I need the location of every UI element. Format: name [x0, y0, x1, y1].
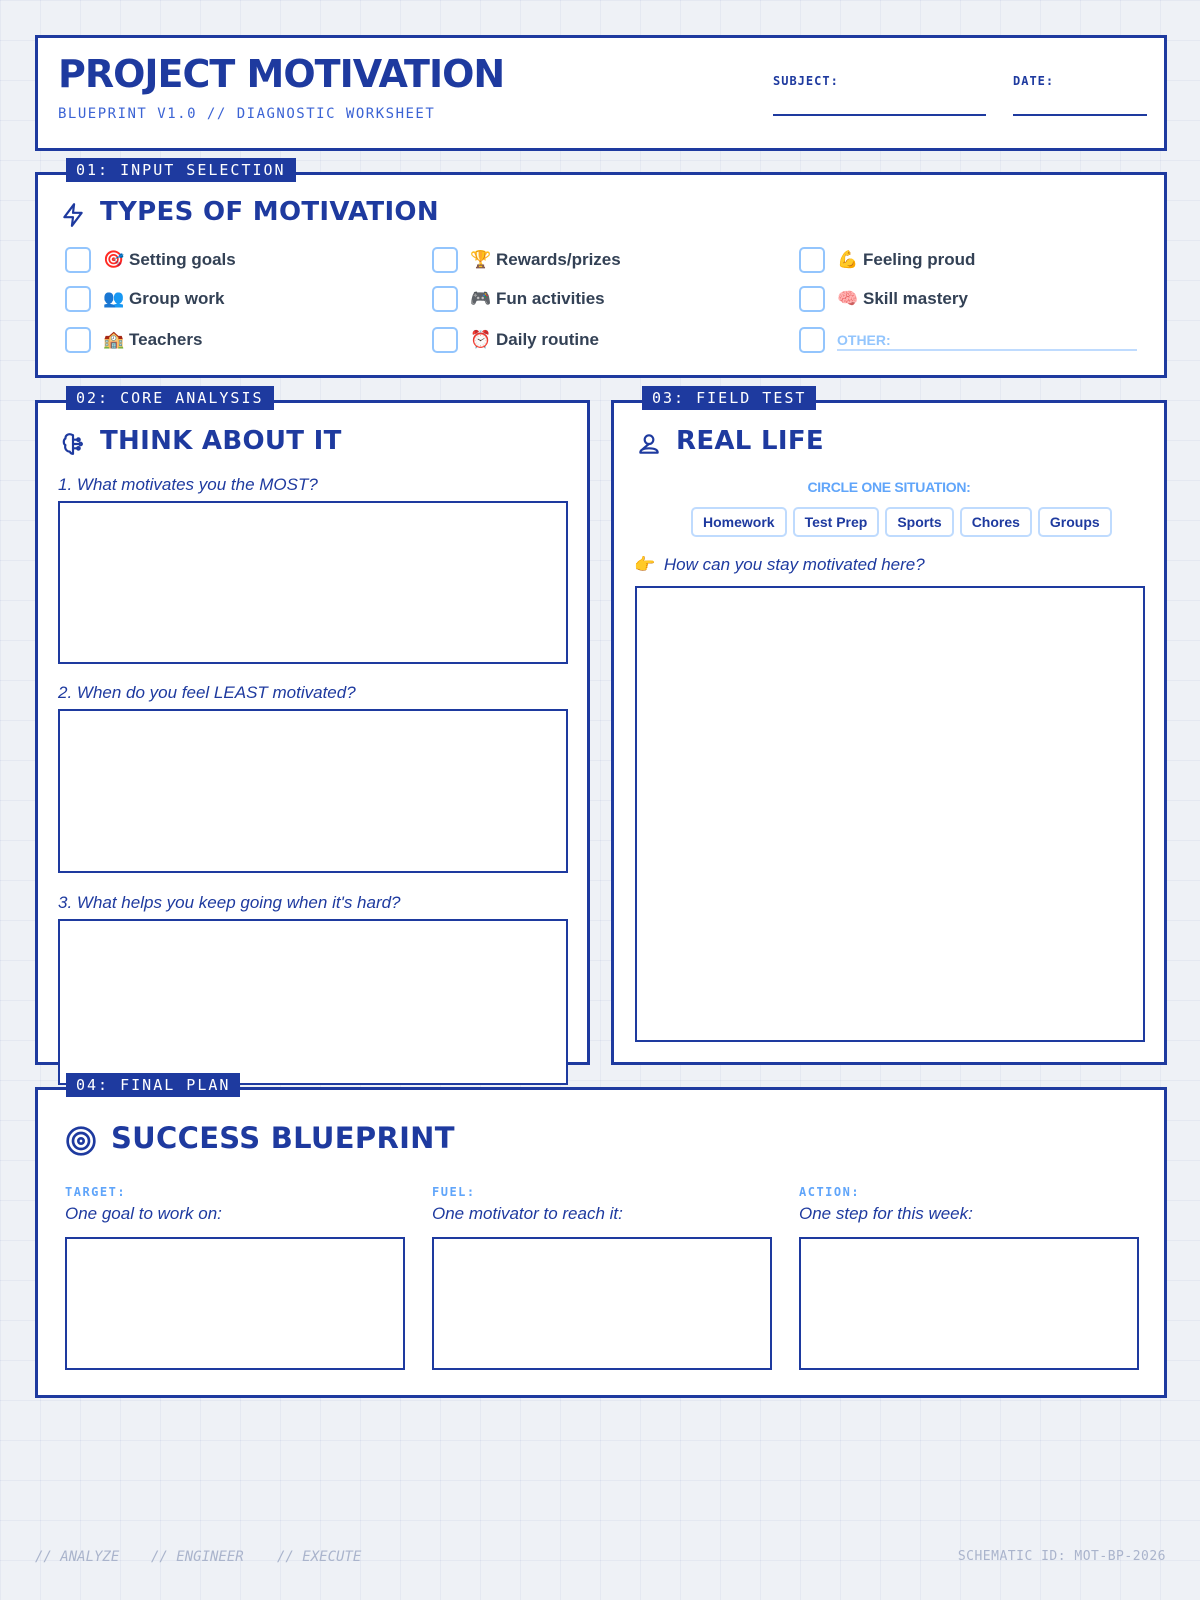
checkbox-group-work[interactable]: [65, 284, 224, 314]
option-label: Rewards/prizes: [496, 250, 621, 269]
action-answer-box[interactable]: [799, 1237, 1139, 1370]
answer-box-3[interactable]: [58, 919, 568, 1085]
question-2: 2. When do you feel LEAST motivated?: [58, 683, 356, 702]
chip-groups[interactable]: Groups: [1038, 507, 1112, 537]
action-prompt: One step for this week:: [799, 1204, 973, 1223]
final-plan-panel: [35, 1076, 1167, 1398]
core-analysis-panel: [35, 389, 590, 1065]
section-title-think: THINK ABOUT IT: [100, 426, 342, 456]
date-field[interactable]: [1013, 114, 1147, 116]
question-1: 1. What motivates you the MOST?: [58, 475, 318, 494]
circle-situation-label: CIRCLE ONE SITUATION:: [807, 479, 971, 495]
target-emoji-icon: 🎯: [103, 250, 125, 270]
flexed-arm-emoji-icon: 💪: [837, 250, 859, 270]
checkbox-rewards[interactable]: [432, 245, 621, 275]
checkbox-feeling-proud[interactable]: [799, 245, 975, 275]
date-label: DATE:: [1013, 74, 1055, 88]
checkbox-box[interactable]: [432, 286, 458, 312]
checkbox-box[interactable]: [65, 286, 91, 312]
target-icon: [65, 1125, 97, 1157]
option-label: Teachers: [129, 330, 203, 349]
checkbox-skill-mastery[interactable]: [799, 284, 968, 314]
game-controller-emoji-icon: 🎮: [470, 289, 492, 309]
real-life-answer-box[interactable]: [635, 586, 1145, 1042]
fuel-answer-box[interactable]: [432, 1237, 772, 1370]
answer-box-2[interactable]: [58, 709, 568, 873]
school-emoji-icon: 🏫: [103, 330, 125, 350]
chip-test-prep[interactable]: Test Prep: [793, 507, 880, 537]
section-title-success: SUCCESS BLUEPRINT: [111, 1121, 455, 1155]
alarm-clock-emoji-icon: ⏰: [470, 330, 492, 350]
situation-chips: [691, 507, 1111, 537]
checkbox-setting-goals[interactable]: [65, 245, 236, 275]
option-label: Feeling proud: [863, 250, 976, 269]
fuel-label: FUEL:: [432, 1185, 476, 1199]
other-label: OTHER:: [837, 332, 891, 348]
footer-step-analyze: // ANALYZE: [35, 1549, 120, 1565]
header-panel: [35, 35, 1167, 151]
footer-step-execute: // EXECUTE: [277, 1549, 362, 1565]
lightning-icon: [60, 202, 86, 228]
chip-chores[interactable]: Chores: [960, 507, 1032, 537]
schematic-id: SCHEMATIC ID: MOT-BP-2026: [957, 1549, 1166, 1564]
checkbox-teachers[interactable]: [65, 325, 202, 355]
location-person-icon: [636, 431, 662, 457]
chip-homework[interactable]: Homework: [691, 507, 787, 537]
trophy-emoji-icon: 🏆: [470, 250, 492, 270]
option-label: Group work: [129, 289, 225, 308]
brain-icon: [60, 431, 86, 457]
checkbox-box[interactable]: [799, 247, 825, 273]
target-label: TARGET:: [65, 1185, 127, 1199]
section-title-real-life: REAL LIFE: [676, 426, 824, 456]
answer-box-1[interactable]: [58, 501, 568, 664]
checkbox-fun-activities[interactable]: [432, 284, 605, 314]
page-title: PROJECT MOTIVATION: [58, 52, 505, 96]
section-tag-input-selection: 01: INPUT SELECTION: [66, 158, 296, 182]
section-tag-field-test: 03: FIELD TEST: [642, 386, 816, 410]
chip-sports[interactable]: Sports: [885, 507, 953, 537]
action-label: ACTION:: [799, 1185, 861, 1199]
brain-emoji-icon: 🧠: [837, 289, 859, 309]
checkbox-box[interactable]: [432, 327, 458, 353]
subject-label: SUBJECT:: [773, 74, 839, 88]
option-label: Fun activities: [496, 289, 605, 308]
option-label: Setting goals: [129, 250, 236, 269]
question-3: 3. What helps you keep going when it's hard?: [58, 893, 401, 912]
option-label: Daily routine: [496, 330, 599, 349]
checkbox-box[interactable]: [65, 327, 91, 353]
checkbox-daily-routine[interactable]: [432, 325, 599, 355]
section-tag-final-plan: 04: FINAL PLAN: [66, 1073, 240, 1097]
target-prompt: One goal to work on:: [65, 1204, 222, 1223]
field-test-panel: [611, 389, 1167, 1065]
pointing-hand-emoji-icon: 👉: [634, 555, 656, 574]
checkbox-box[interactable]: [799, 286, 825, 312]
stay-motivated-prompt: [634, 555, 925, 575]
input-selection-panel: [35, 161, 1167, 378]
subject-field[interactable]: [773, 114, 986, 116]
people-emoji-icon: 👥: [103, 289, 125, 309]
checkbox-box[interactable]: [432, 247, 458, 273]
page-subtitle: BLUEPRINT V1.0 // DIAGNOSTIC WORKSHEET: [58, 106, 436, 122]
prompt-text: How can you stay motivated here?: [663, 555, 925, 574]
fuel-prompt: One motivator to reach it:: [432, 1204, 623, 1223]
target-answer-box[interactable]: [65, 1237, 405, 1370]
option-label: Skill mastery: [863, 289, 968, 308]
section-title-types: TYPES OF MOTIVATION: [100, 197, 439, 227]
other-input-line[interactable]: [837, 349, 1137, 351]
checkbox-box[interactable]: [65, 247, 91, 273]
footer-step-engineer: // ENGINEER: [151, 1549, 244, 1565]
section-tag-core-analysis: 02: CORE ANALYSIS: [66, 386, 274, 410]
checkbox-box[interactable]: [799, 327, 825, 353]
